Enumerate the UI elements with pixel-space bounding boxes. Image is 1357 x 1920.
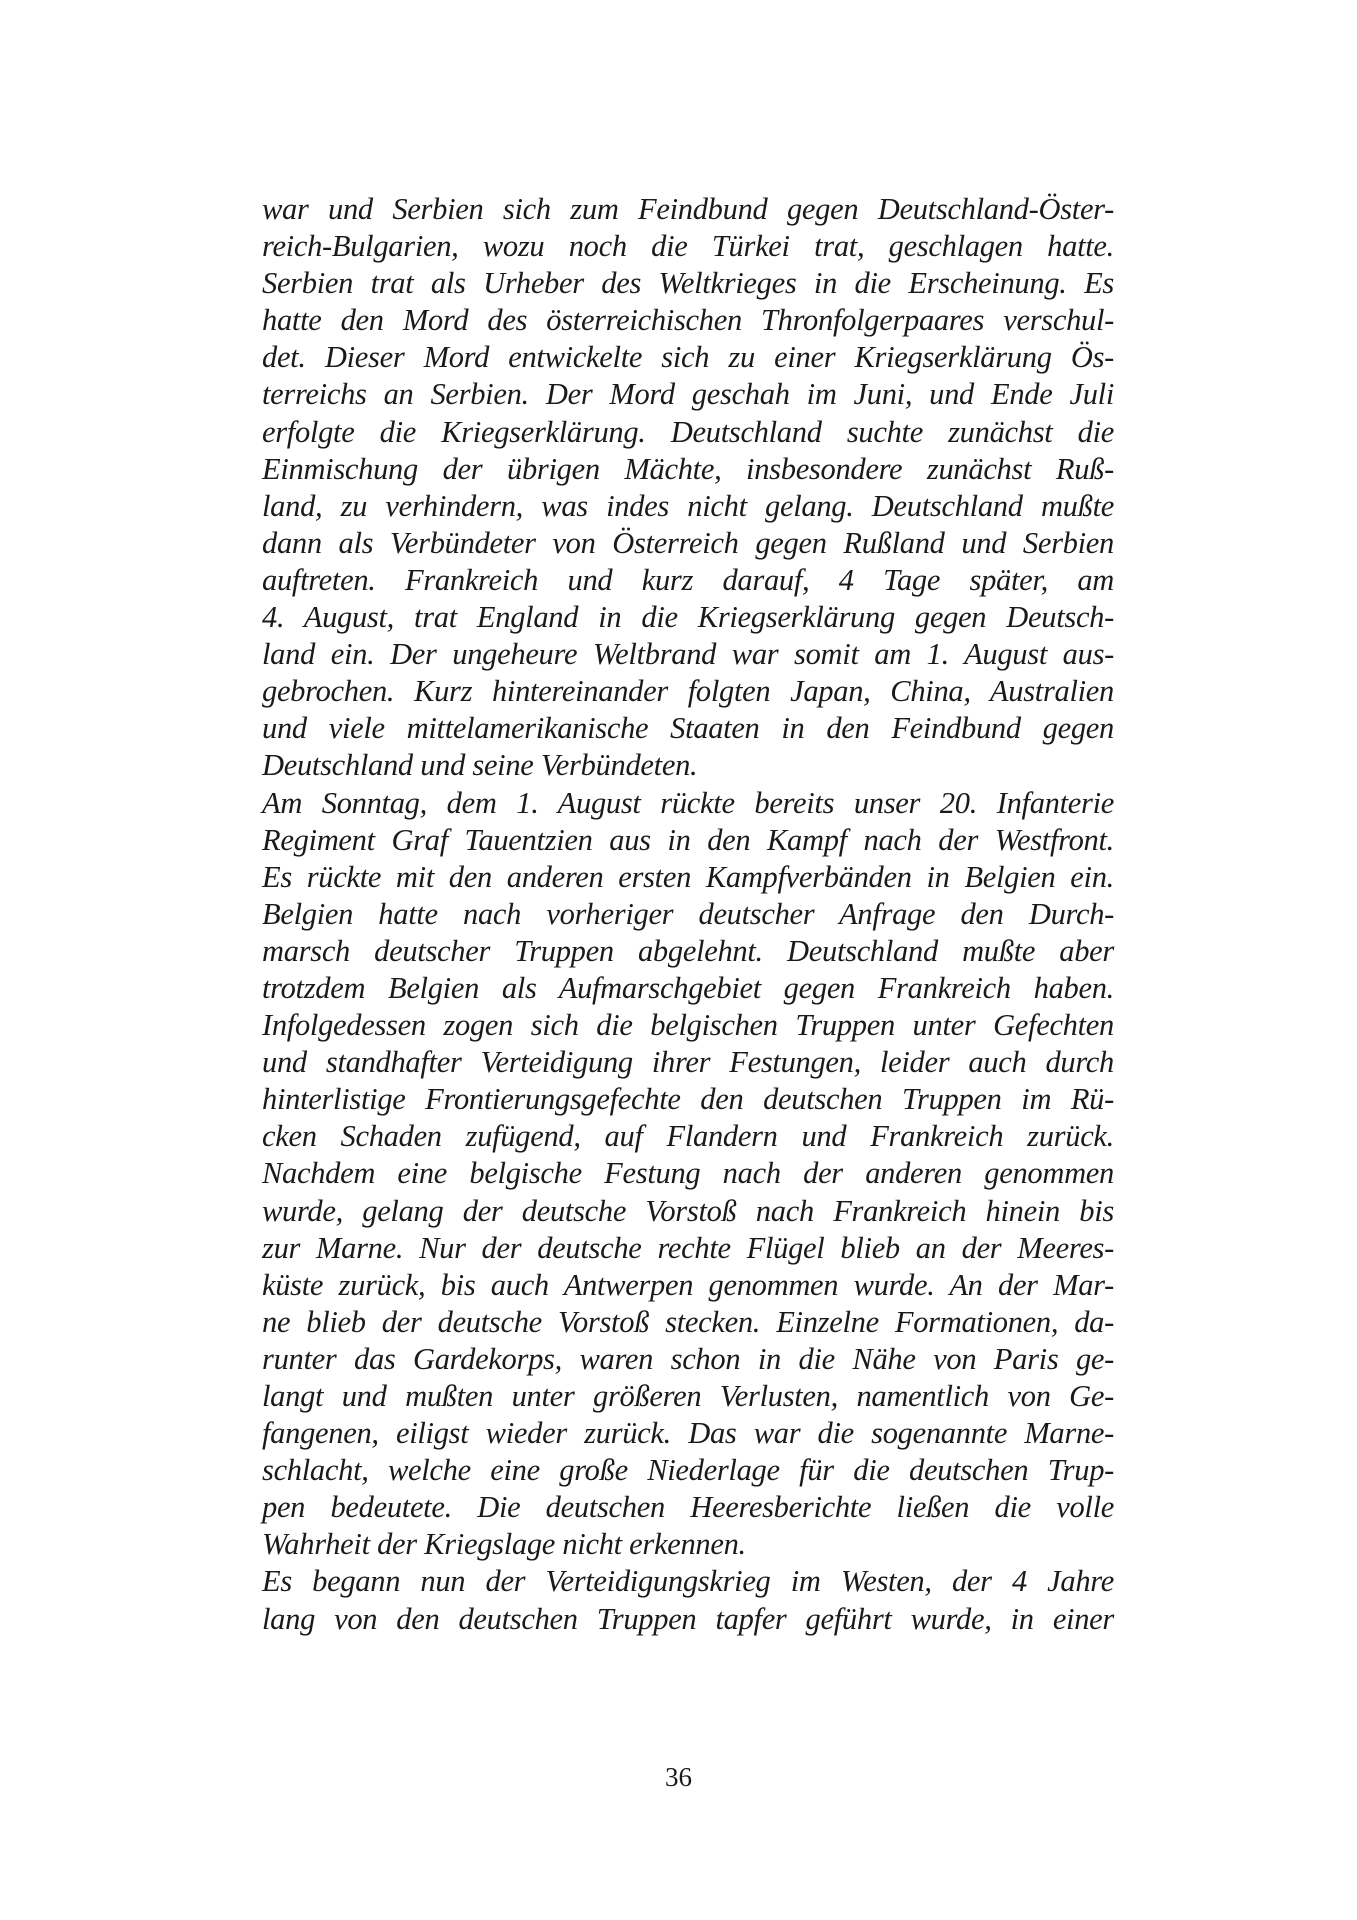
text-line: erfolgte die Kriegserklärung. Deutschland suchte zunächst die [262, 414, 1114, 449]
text-line: hatte den Mord des österreichischen Thronfolgerpaares verschul- [262, 303, 1114, 338]
text-line: land ein. Der ungeheure Weltbrand war somit am 1. August aus- [262, 637, 1114, 672]
text-line: Am Sonntag, dem 1. August rückte bereits unser 20. Infanterie [262, 785, 1114, 820]
text-line: Nachdem eine belgische Festung nach der anderen genommen [262, 1156, 1114, 1191]
text-line: Infolgedessen zogen sich die belgischen Truppen unter Gefechten [262, 1008, 1114, 1043]
body-text [262, 191, 1114, 1638]
text-line: runter das Gardekorps, waren schon in die Nähe von Paris ge- [262, 1341, 1114, 1376]
text-line: auftreten. Frankreich und kurz darauf, 4 Tage später, am [262, 562, 1114, 597]
page-number: 36 [665, 1762, 692, 1792]
text-line: fangenen, eiligst wieder zurück. Das war die sogenannte Marne- [262, 1416, 1114, 1451]
text-line: war und Serbien sich zum Feindbund gegen Deutschland-Öster- [262, 192, 1114, 226]
text-line: schlacht, welche eine große Niederlage für die deutschen Trup- [262, 1453, 1114, 1488]
text-line: Belgien hatte nach vorheriger deutscher Anfrage den Durch- [262, 896, 1114, 931]
text-line: hinterlistige Frontierungsgefechte den deutschen Truppen im Rü- [262, 1082, 1114, 1117]
text-line: reich-Bulgarien, wozu noch die Türkei trat, geschlagen hatte. [262, 229, 1114, 264]
text-line: Deutschland und seine Verbündeten. [262, 748, 698, 783]
text-line: und viele mittelamerikanische Staaten in den Feindbund gegen [262, 711, 1114, 746]
text-line: pen bedeutete. Die deutschen Heeresberichte ließen die volle [262, 1490, 1114, 1525]
text-line: dann als Verbündeter von Österreich gegen Rußland und Serbien [262, 525, 1114, 560]
text-line: und standhafter Verteidigung ihrer Festungen, leider auch durch [262, 1045, 1114, 1080]
text-line: wurde, gelang der deutsche Vorstoß nach Frankreich hinein bis [262, 1193, 1114, 1228]
text-line: marsch deutscher Truppen abgelehnt. Deutschland mußte aber [262, 933, 1114, 968]
text-line: küste zurück, bis auch Antwerpen genommen wurde. An der Mar- [262, 1267, 1114, 1302]
text-line: terreichs an Serbien. Der Mord geschah im Juni, und Ende Juli [262, 377, 1114, 412]
text-line: gebrochen. Kurz hintereinander folgten Japan, China, Australien [262, 674, 1114, 709]
text-line: det. Dieser Mord entwickelte sich zu einer Kriegserklärung Ös- [262, 340, 1114, 375]
text-line: langt und mußten unter größeren Verlusten, namentlich von Ge- [262, 1379, 1114, 1413]
text-line: Wahrheit der Kriegslage nicht erkennen. [262, 1527, 746, 1562]
text-line: trotzdem Belgien als Aufmarschgebiet gegen Frankreich haben. [262, 970, 1114, 1005]
text-line: lang von den deutschen Truppen tapfer geführt wurde, in einer [262, 1601, 1114, 1636]
text-line: land, zu verhindern, was indes nicht gelang. Deutschland mußte [262, 488, 1114, 523]
text-line: ne blieb der deutsche Vorstoß stecken. Einzelne Formationen, da- [262, 1304, 1114, 1339]
text-line: Es rückte mit den anderen ersten Kampfverbänden in Belgien ein. [262, 859, 1114, 894]
text-line: Regiment Graf Tauentzien aus in den Kampf nach der Westfront. [262, 822, 1114, 857]
text-line: zur Marne. Nur der deutsche rechte Flügel blieb an der Meeres- [262, 1230, 1114, 1265]
text-line: cken Schaden zufügend, auf Flandern und Frankreich zurück. [262, 1119, 1114, 1154]
text-line: Es begann nun der Verteidigungskrieg im Westen, der 4 Jahre [262, 1564, 1114, 1599]
text-line: Einmischung der übrigen Mächte, insbesondere zunächst Ruß- [262, 451, 1114, 486]
text-line: Serbien trat als Urheber des Weltkrieges in die Erscheinung. Es [262, 266, 1114, 301]
text-line: 4. August, trat England in die Kriegserklärung gegen Deutsch- [262, 600, 1114, 635]
